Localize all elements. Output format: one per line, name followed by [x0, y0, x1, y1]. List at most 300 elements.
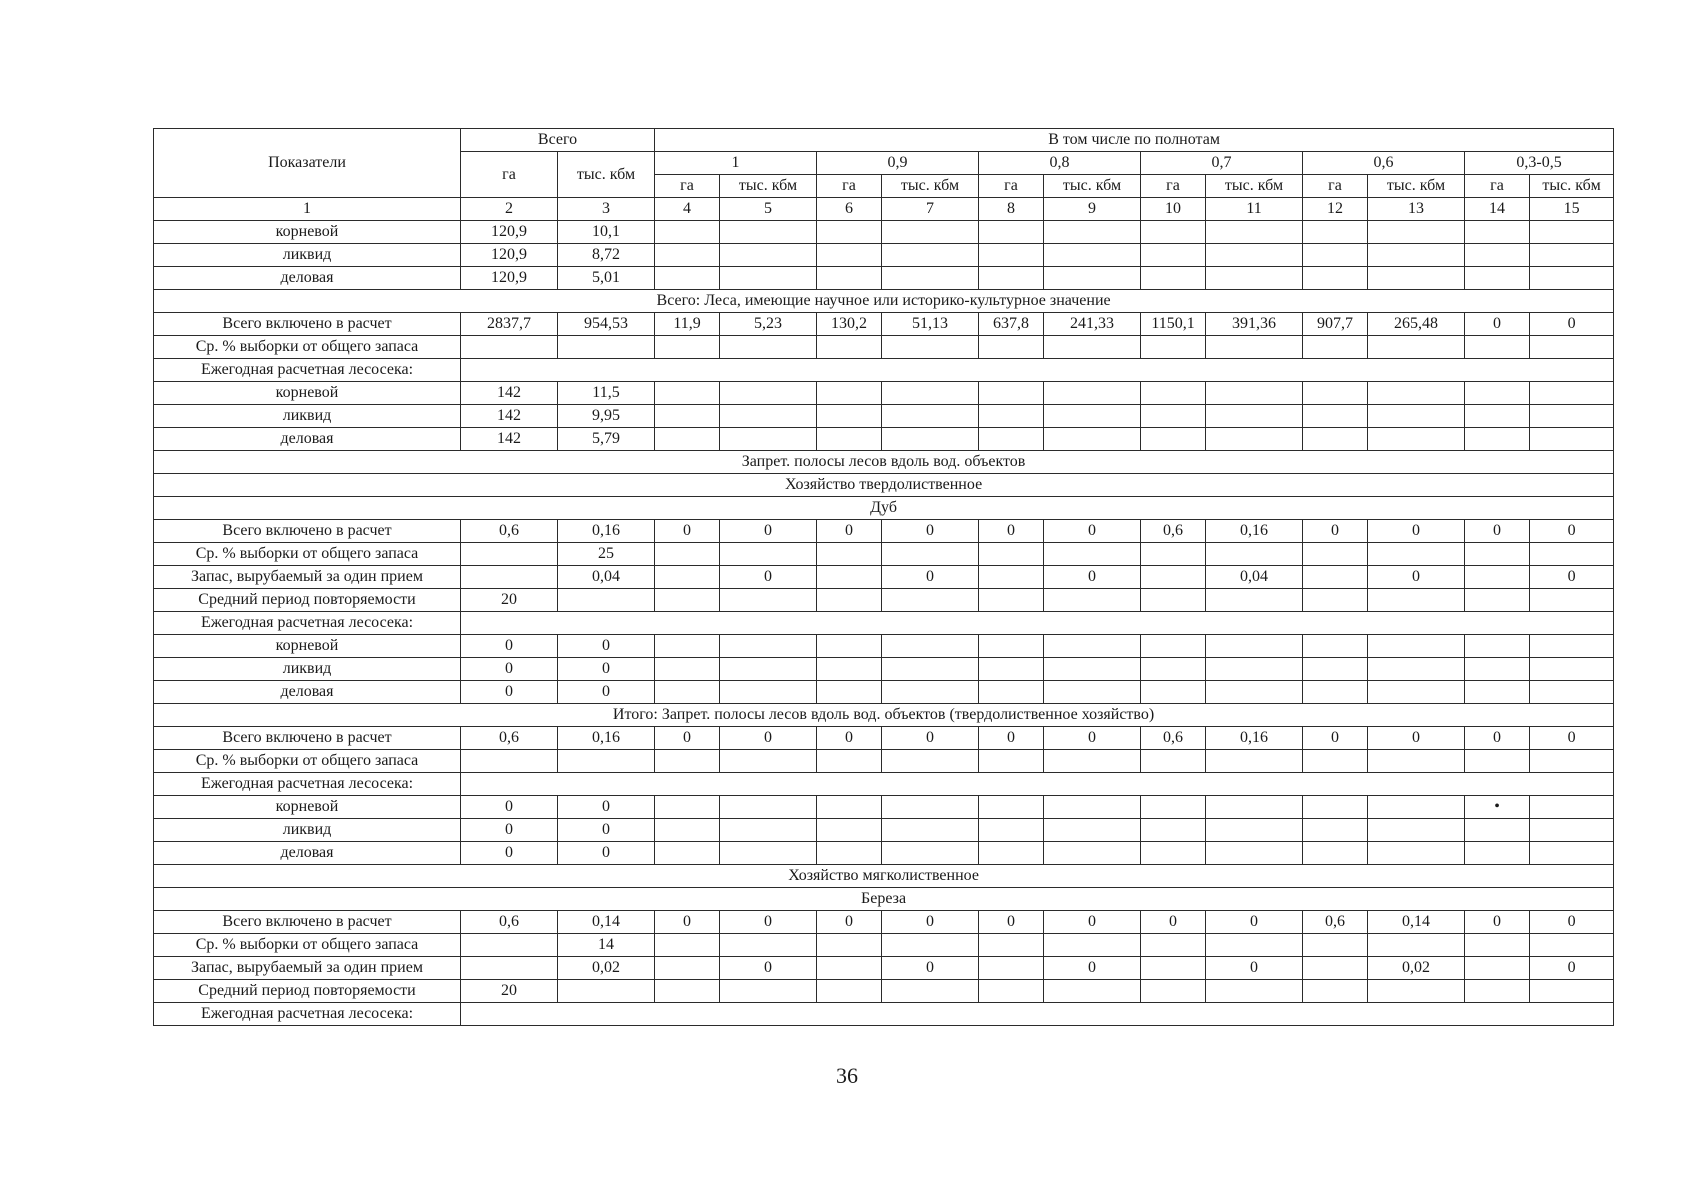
table-cell — [882, 221, 979, 244]
table-cell — [979, 589, 1044, 612]
table-cell: 0 — [1465, 911, 1530, 934]
table-cell — [817, 842, 882, 865]
table-cell — [655, 750, 720, 773]
row-indicator: Всего включено в расчет — [154, 911, 461, 934]
table-row — [154, 727, 1614, 750]
table-cell — [720, 589, 817, 612]
table-cell — [882, 336, 979, 359]
table-cell — [882, 980, 979, 1003]
header-by-density: В том числе по полнотам — [655, 129, 1614, 152]
row-indicator: Запас, вырубаемый за один прием — [154, 957, 461, 980]
table-cell — [1206, 934, 1303, 957]
table-cell — [882, 589, 979, 612]
subheader-ha: га — [1465, 175, 1530, 198]
table-row — [154, 911, 1614, 934]
table-row — [154, 750, 1614, 773]
table-cell — [1206, 405, 1303, 428]
table-cell: 0 — [1044, 566, 1141, 589]
table-cell — [1206, 428, 1303, 451]
table-cell — [720, 428, 817, 451]
section-row — [154, 474, 1614, 497]
table-cell: 0 — [1044, 957, 1141, 980]
table-cell — [1303, 842, 1368, 865]
table-cell — [720, 267, 817, 290]
table-cell: 0 — [720, 520, 817, 543]
table-cell — [979, 267, 1044, 290]
table-cell: 0 — [461, 681, 558, 704]
table-cell: 5,23 — [720, 313, 817, 336]
table-row — [154, 658, 1614, 681]
table-cell — [979, 244, 1044, 267]
table-cell: 0,02 — [558, 957, 655, 980]
table-cell — [1044, 589, 1141, 612]
table-cell: 0 — [979, 727, 1044, 750]
table-cell — [1368, 543, 1465, 566]
table-cell — [1465, 957, 1530, 980]
table-cell: • — [1465, 796, 1530, 819]
table-cell: 0 — [1044, 911, 1141, 934]
table-cell — [1141, 267, 1206, 290]
table-body — [154, 221, 1614, 1026]
table-cell — [655, 589, 720, 612]
table-cell: 0,16 — [1206, 727, 1303, 750]
table-cell — [882, 750, 979, 773]
table-cell — [1465, 428, 1530, 451]
table-cell: 0,6 — [461, 520, 558, 543]
table-cell — [882, 244, 979, 267]
subheader-ha: га — [655, 175, 720, 198]
table-cell — [817, 543, 882, 566]
table-cell: 0 — [558, 635, 655, 658]
table-cell: 0,16 — [558, 520, 655, 543]
row-indicator: Всего включено в расчет — [154, 727, 461, 750]
table-cell — [1303, 750, 1368, 773]
column-number: 13 — [1368, 198, 1465, 221]
table-cell — [1530, 336, 1614, 359]
table-cell — [655, 796, 720, 819]
table-cell — [655, 566, 720, 589]
table-cell — [1044, 980, 1141, 1003]
table-cell: 0,04 — [558, 566, 655, 589]
table-cell — [817, 589, 882, 612]
table-cell — [1206, 658, 1303, 681]
table-cell — [817, 428, 882, 451]
table-cell — [1044, 796, 1141, 819]
table-cell — [1368, 681, 1465, 704]
table-cell — [817, 267, 882, 290]
table-cell — [1465, 635, 1530, 658]
table-cell — [1530, 428, 1614, 451]
table-cell — [558, 336, 655, 359]
table-cell — [1303, 934, 1368, 957]
table-cell — [1530, 405, 1614, 428]
header-density-0-9: 0,9 — [817, 152, 979, 175]
table-cell — [1303, 589, 1368, 612]
table-cell — [1044, 842, 1141, 865]
table-cell — [1530, 221, 1614, 244]
table-cell — [1206, 842, 1303, 865]
table-cell — [1303, 681, 1368, 704]
table-cell — [1141, 405, 1206, 428]
table-cell — [817, 681, 882, 704]
table-row — [154, 520, 1614, 543]
table-cell: 8,72 — [558, 244, 655, 267]
table-cell: 0 — [461, 635, 558, 658]
table-cell — [1044, 428, 1141, 451]
table-cell — [720, 658, 817, 681]
table-cell — [720, 244, 817, 267]
table-cell: 0 — [461, 842, 558, 865]
column-number: 6 — [817, 198, 882, 221]
table-cell: 0 — [461, 796, 558, 819]
table-cell — [720, 635, 817, 658]
table-cell: 20 — [461, 589, 558, 612]
table-cell: 142 — [461, 405, 558, 428]
table-cell: 20 — [461, 980, 558, 1003]
table-cell: 0 — [1530, 727, 1614, 750]
table-cell — [558, 980, 655, 1003]
table-row — [154, 819, 1614, 842]
table-cell: 391,36 — [1206, 313, 1303, 336]
column-number: 5 — [720, 198, 817, 221]
table-cell — [1206, 796, 1303, 819]
table-cell — [1044, 336, 1141, 359]
table-cell — [1303, 382, 1368, 405]
table-cell — [1530, 635, 1614, 658]
table-cell — [817, 635, 882, 658]
row-indicator: корневой — [154, 382, 461, 405]
section-title: Всего: Леса, имеющие научное или историко-культурное значение — [154, 290, 1614, 313]
table-row — [154, 382, 1614, 405]
table-cell — [979, 221, 1044, 244]
table-cell — [979, 750, 1044, 773]
table-cell: 0 — [1465, 520, 1530, 543]
row-indicator: ликвид — [154, 658, 461, 681]
column-number: 11 — [1206, 198, 1303, 221]
table-cell — [817, 819, 882, 842]
table-cell: 11,9 — [655, 313, 720, 336]
subheader-ha: га — [1141, 175, 1206, 198]
table-cell — [655, 382, 720, 405]
table-cell — [979, 681, 1044, 704]
table-row — [154, 221, 1614, 244]
table-cell — [1141, 957, 1206, 980]
table-cell: 142 — [461, 428, 558, 451]
table-cell — [1368, 635, 1465, 658]
table-cell — [1141, 796, 1206, 819]
table-cell: 0 — [882, 727, 979, 750]
subheader-ha: га — [817, 175, 882, 198]
table-cell — [720, 842, 817, 865]
table-cell — [1206, 543, 1303, 566]
table-cell — [979, 819, 1044, 842]
table-cell: 0 — [558, 658, 655, 681]
table-cell — [1368, 244, 1465, 267]
table-cell: 0 — [558, 842, 655, 865]
table-row — [154, 543, 1614, 566]
table-cell — [1141, 382, 1206, 405]
table-cell — [882, 842, 979, 865]
table-cell: 0 — [1368, 566, 1465, 589]
table-row — [154, 980, 1614, 1003]
table-cell — [1368, 589, 1465, 612]
table-cell: 0 — [720, 911, 817, 934]
table-cell — [979, 566, 1044, 589]
table-cell — [1206, 267, 1303, 290]
table-cell — [1303, 244, 1368, 267]
table-cell — [1044, 750, 1141, 773]
table-cell: 120,9 — [461, 267, 558, 290]
row-indicator: Ежегодная расчетная лесосека: — [154, 612, 461, 635]
table-cell — [1303, 566, 1368, 589]
table-cell: 0,14 — [558, 911, 655, 934]
table-cell: 0 — [1465, 727, 1530, 750]
table-cell — [1206, 336, 1303, 359]
table-cell: 0 — [979, 520, 1044, 543]
table-cell — [882, 658, 979, 681]
table-cell: 0 — [1530, 957, 1614, 980]
table-cell — [1206, 221, 1303, 244]
subheader-tkbm: тыс. кбм — [1206, 175, 1303, 198]
table-cell — [1141, 635, 1206, 658]
table-cell — [1044, 658, 1141, 681]
table-row — [154, 313, 1614, 336]
table-cell — [1530, 244, 1614, 267]
table-row — [154, 635, 1614, 658]
section-title: Хозяйство твердолиственное — [154, 474, 1614, 497]
table-cell: 2837,7 — [461, 313, 558, 336]
table-cell — [655, 428, 720, 451]
table-cell — [558, 750, 655, 773]
section-title: Итого: Запрет. полосы лесов вдоль вод. объектов (твердолиственное хозяйство) — [154, 704, 1614, 727]
table-cell — [720, 543, 817, 566]
table-cell: 0,6 — [1303, 911, 1368, 934]
table-cell — [1368, 796, 1465, 819]
table-cell — [655, 980, 720, 1003]
table-cell: 0 — [1044, 727, 1141, 750]
table-cell — [817, 658, 882, 681]
table-cell — [1530, 980, 1614, 1003]
table-cell — [1530, 819, 1614, 842]
table-cell — [720, 221, 817, 244]
table-cell: 120,9 — [461, 221, 558, 244]
table-cell — [1303, 658, 1368, 681]
table-cell — [1465, 589, 1530, 612]
section-title: Береза — [154, 888, 1614, 911]
row-indicator: ликвид — [154, 405, 461, 428]
table-cell — [1044, 405, 1141, 428]
table-cell: 0 — [1141, 911, 1206, 934]
table-cell — [882, 934, 979, 957]
table-cell: 11,5 — [558, 382, 655, 405]
table-cell — [1044, 635, 1141, 658]
table-cell — [817, 934, 882, 957]
table-cell: 5,01 — [558, 267, 655, 290]
section-row — [154, 497, 1614, 520]
row-indicator: Ср. % выборки от общего запаса — [154, 934, 461, 957]
table-row — [154, 589, 1614, 612]
table-cell — [1303, 796, 1368, 819]
table-cell — [1530, 382, 1614, 405]
table-cell — [1206, 750, 1303, 773]
header-density-0-7: 0,7 — [1141, 152, 1303, 175]
table-cell: 0,14 — [1368, 911, 1465, 934]
table-row — [154, 957, 1614, 980]
table-cell — [1044, 819, 1141, 842]
row-indicator: деловая — [154, 267, 461, 290]
table-cell: 0 — [720, 957, 817, 980]
header-total-ha: га — [461, 152, 558, 198]
row-indicator: корневой — [154, 635, 461, 658]
table-cell: 0 — [1530, 313, 1614, 336]
table-row — [154, 681, 1614, 704]
table-cell: 0 — [558, 819, 655, 842]
column-number: 2 — [461, 198, 558, 221]
table-cell: 0 — [558, 796, 655, 819]
table-cell: 0,6 — [1141, 520, 1206, 543]
column-number: 12 — [1303, 198, 1368, 221]
table-cell — [655, 244, 720, 267]
table-cell: 0 — [720, 727, 817, 750]
table-cell — [1368, 842, 1465, 865]
table-cell — [1465, 658, 1530, 681]
forest-table-sheet — [153, 128, 1613, 1026]
table-cell: 130,2 — [817, 313, 882, 336]
subheader-tkbm: тыс. кбм — [1368, 175, 1465, 198]
table-cell — [1465, 750, 1530, 773]
row-indicator: Всего включено в расчет — [154, 313, 461, 336]
row-indicator: ликвид — [154, 244, 461, 267]
table-cell — [1368, 382, 1465, 405]
table-cell: 0 — [1530, 566, 1614, 589]
table-cell: 142 — [461, 382, 558, 405]
table-cell: 907,7 — [1303, 313, 1368, 336]
table-cell — [1530, 267, 1614, 290]
table-cell — [655, 336, 720, 359]
table-cell — [655, 405, 720, 428]
table-cell — [1206, 635, 1303, 658]
table-cell: 0 — [655, 520, 720, 543]
row-indicator: деловая — [154, 428, 461, 451]
table-cell — [655, 957, 720, 980]
table-cell — [817, 336, 882, 359]
table-cell: 51,13 — [882, 313, 979, 336]
table-row — [154, 267, 1614, 290]
table-cell — [979, 382, 1044, 405]
table-cell: 0 — [882, 957, 979, 980]
table-cell — [1465, 681, 1530, 704]
table-cell — [655, 819, 720, 842]
subheader-ha: га — [1303, 175, 1368, 198]
table-cell: 0 — [1530, 520, 1614, 543]
table-cell — [1141, 842, 1206, 865]
table-cell — [1368, 267, 1465, 290]
table-cell — [655, 934, 720, 957]
table-cell: 0 — [882, 520, 979, 543]
table-cell: 0 — [817, 911, 882, 934]
table-cell — [1530, 658, 1614, 681]
subheader-tkbm: тыс. кбм — [1044, 175, 1141, 198]
table-cell: 0,6 — [1141, 727, 1206, 750]
row-indicator: корневой — [154, 796, 461, 819]
table-cell — [1465, 382, 1530, 405]
table-cell: 241,33 — [1044, 313, 1141, 336]
table-cell: 0 — [817, 520, 882, 543]
table-cell — [1141, 819, 1206, 842]
table-cell — [720, 934, 817, 957]
table-cell — [1206, 244, 1303, 267]
column-number: 14 — [1465, 198, 1530, 221]
table-cell: 0 — [461, 658, 558, 681]
table-cell — [720, 681, 817, 704]
table-cell — [1368, 336, 1465, 359]
table-row — [154, 934, 1614, 957]
table-cell — [1044, 681, 1141, 704]
forest-table — [153, 128, 1614, 1026]
table-cell — [655, 842, 720, 865]
table-cell — [461, 934, 558, 957]
table-cell — [1465, 336, 1530, 359]
subheader-ha: га — [979, 175, 1044, 198]
table-cell: 0 — [1465, 313, 1530, 336]
empty-cells — [461, 1003, 1614, 1026]
column-number: 4 — [655, 198, 720, 221]
table-cell: 5,79 — [558, 428, 655, 451]
table-cell — [979, 980, 1044, 1003]
table-cell: 9,95 — [558, 405, 655, 428]
table-cell — [817, 382, 882, 405]
table-cell — [1206, 819, 1303, 842]
table-cell — [1530, 681, 1614, 704]
column-number: 15 — [1530, 198, 1614, 221]
section-row — [154, 1003, 1614, 1026]
table-cell — [461, 543, 558, 566]
table-cell — [1303, 405, 1368, 428]
table-row — [154, 428, 1614, 451]
table-row — [154, 336, 1614, 359]
section-row — [154, 888, 1614, 911]
table-cell — [720, 980, 817, 1003]
table-header — [154, 129, 1614, 221]
table-cell: 0 — [1206, 911, 1303, 934]
table-cell — [1530, 750, 1614, 773]
table-cell — [1044, 543, 1141, 566]
table-cell — [461, 566, 558, 589]
table-cell — [1465, 980, 1530, 1003]
table-cell — [720, 796, 817, 819]
header-density-0-3-0-5: 0,3-0,5 — [1465, 152, 1614, 175]
table-cell — [1141, 589, 1206, 612]
table-cell: 0 — [558, 681, 655, 704]
table-cell — [979, 428, 1044, 451]
table-cell — [817, 796, 882, 819]
table-cell — [1141, 566, 1206, 589]
row-indicator: Средний период повторяемости — [154, 589, 461, 612]
table-cell — [655, 543, 720, 566]
table-cell — [1465, 819, 1530, 842]
table-cell: 0 — [1303, 727, 1368, 750]
table-cell — [1044, 267, 1141, 290]
table-cell — [979, 543, 1044, 566]
table-cell — [882, 543, 979, 566]
column-number: 10 — [1141, 198, 1206, 221]
section-row — [154, 612, 1614, 635]
table-cell — [1303, 980, 1368, 1003]
subheader-tkbm: тыс. кбм — [882, 175, 979, 198]
table-cell: 0,02 — [1368, 957, 1465, 980]
table-cell: 265,48 — [1368, 313, 1465, 336]
column-number: 7 — [882, 198, 979, 221]
